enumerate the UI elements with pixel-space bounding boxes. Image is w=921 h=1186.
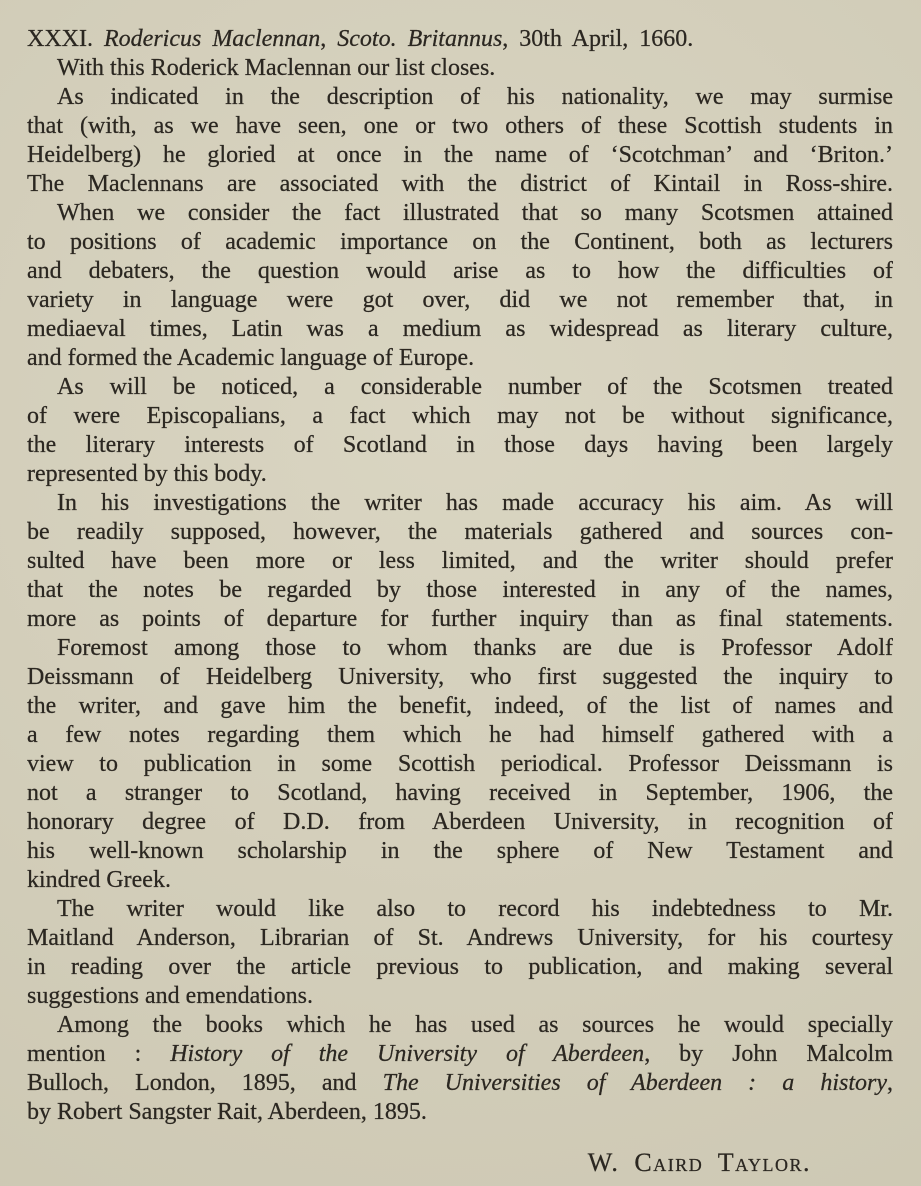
text-line: [27, 750, 893, 779]
text-run: sulted have been more or less limited, and the writer should prefer: [27, 548, 893, 574]
text-line: [27, 953, 893, 982]
paragraph-latin-language: [27, 199, 893, 373]
text-line: [27, 199, 893, 228]
text-line: [27, 141, 893, 170]
text-run: variety in language were got over, did we not remember that, in: [27, 287, 893, 313]
text-run: by Robert Sangster Rait, Aberdeen, 1895.: [27, 1099, 427, 1125]
text-run: his well-known scholarship in the sphere of New Testament and: [27, 838, 893, 864]
text-run: Among the books which he has used as sources he would specially: [57, 1012, 893, 1038]
text-run: of were Episcopalians, a fact which may not be without significance,: [27, 403, 893, 429]
paragraph-deissmann-thanks: [27, 634, 893, 895]
text-run: XXXI.: [27, 26, 104, 52]
text-line: [27, 170, 893, 199]
text-line: [27, 1069, 893, 1098]
italic-text: The Universities of Aberdeen : a history: [382, 1070, 887, 1096]
text-line: [27, 982, 893, 1011]
entry-heading: [27, 25, 893, 54]
text-line: [27, 692, 893, 721]
text-run: the literary interests of Scotland in those days having been largely: [27, 432, 893, 458]
paragraph-sources: [27, 1011, 893, 1127]
text-line: [27, 228, 893, 257]
text-line: [27, 315, 893, 344]
text-run: Bulloch, London, 1895, and: [27, 1070, 383, 1096]
text-run: a few notes regarding them which he had himself gathered with a: [27, 722, 893, 748]
text-block: [27, 25, 893, 1127]
text-run: honorary degree of D.D. from Aberdeen University, in recognition of: [27, 809, 893, 835]
text-line: [27, 1040, 893, 1069]
text-run: Foremost among those to whom thanks are due is Professor Adolf: [57, 635, 893, 661]
text-line: [27, 634, 893, 663]
paragraph-episcopalians: [27, 373, 893, 489]
italic-text: Rodericus Maclennan: [104, 26, 321, 52]
text-line: [27, 547, 893, 576]
text-run: more as points of departure for further inquiry than as final statements.: [27, 606, 893, 632]
text-run: in reading over the article previous to publication, and making several: [27, 954, 893, 980]
text-run: ,: [887, 1070, 893, 1096]
text-run: , by John Malcolm: [644, 1041, 893, 1067]
text-run: that the notes be regarded by those interested in any of the names,: [27, 577, 893, 603]
text-line: [27, 837, 893, 866]
text-line: [27, 518, 893, 547]
text-line: [27, 721, 893, 750]
text-run: and debaters, the question would arise as to how the difficulties of: [27, 258, 893, 284]
text-line: [27, 431, 893, 460]
italic-text: History of the University of Aberdeen: [170, 1041, 645, 1067]
text-line: [27, 605, 893, 634]
text-line: [27, 25, 893, 54]
text-line: [27, 663, 893, 692]
paragraph-closing-note: [27, 54, 893, 83]
text-line: [27, 779, 893, 808]
text-run: Deissmann of Heidelberg University, who first suggested the inquiry to: [27, 664, 893, 690]
text-line: [27, 576, 893, 605]
text-run: With this Roderick Maclennan our list closes.: [57, 55, 496, 81]
text-line: [27, 489, 893, 518]
text-line: [27, 373, 893, 402]
paragraph-nationality: [27, 83, 893, 199]
text-run: mention :: [27, 1041, 171, 1067]
text-run: to positions of academic importance on the Continent, both as lecturers: [27, 229, 893, 255]
text-run: The writer would like also to record his indebtedness to Mr.: [57, 896, 893, 922]
text-run: Heidelberg) he gloried at once in the name of ‘Scotchman’ and ‘Briton.’: [27, 142, 893, 168]
text-run: that (with, as we have seen, one or two others of these Scottish students in: [27, 113, 893, 139]
text-run: As indicated in the description of his nationality, we may surmise: [57, 84, 893, 110]
text-run: view to publication in some Scottish periodical. Professor Deissmann is: [27, 751, 893, 777]
text-run: suggestions and emendations.: [27, 983, 313, 1009]
text-run: As will be noticed, a considerable number of the Scotsmen treated: [57, 374, 893, 400]
text-run: In his investigations the writer has made accuracy his aim. As will: [57, 490, 893, 516]
text-line: [27, 286, 893, 315]
text-run: ,: [320, 26, 338, 52]
author-signature: W. Caird Taylor.: [587, 1148, 811, 1177]
text-run: be readily supposed, however, the materials gathered and sources con-: [27, 519, 893, 545]
text-line: [27, 1098, 893, 1127]
text-run: kindred Greek.: [27, 867, 171, 893]
text-line: [27, 83, 893, 112]
text-run: When we consider the fact illustrated that so many Scotsmen attained: [57, 200, 893, 226]
paragraph-anderson-thanks: [27, 895, 893, 1011]
text-line: [27, 112, 893, 141]
text-line: [27, 895, 893, 924]
text-line: [27, 54, 893, 83]
text-run: Maitland Anderson, Librarian of St. Andrews University, for his courtesy: [27, 925, 893, 951]
text-line: [27, 460, 893, 489]
text-line: [27, 257, 893, 286]
text-run: and formed the Academic language of Europe.: [27, 345, 475, 371]
text-run: , 30th April, 1660.: [502, 26, 694, 52]
text-line: [27, 1011, 893, 1040]
text-run: the writer, and gave him the benefit, indeed, of the list of names and: [27, 693, 893, 719]
text-run: The Maclennans are associated with the district of Kintail in Ross-shire.: [27, 171, 893, 197]
text-line: [27, 866, 893, 895]
text-run: mediaeval times, Latin was a medium as widespread as literary culture,: [27, 316, 893, 342]
text-line: [27, 344, 893, 373]
text-run: represented by this body.: [27, 461, 267, 487]
text-line: [27, 924, 893, 953]
text-line: [27, 808, 893, 837]
italic-text: Scoto. Britannus: [337, 26, 503, 52]
text-run: not a stranger to Scotland, having received in September, 1906, the: [27, 780, 893, 806]
paragraph-accuracy: [27, 489, 893, 634]
text-line: [27, 402, 893, 431]
